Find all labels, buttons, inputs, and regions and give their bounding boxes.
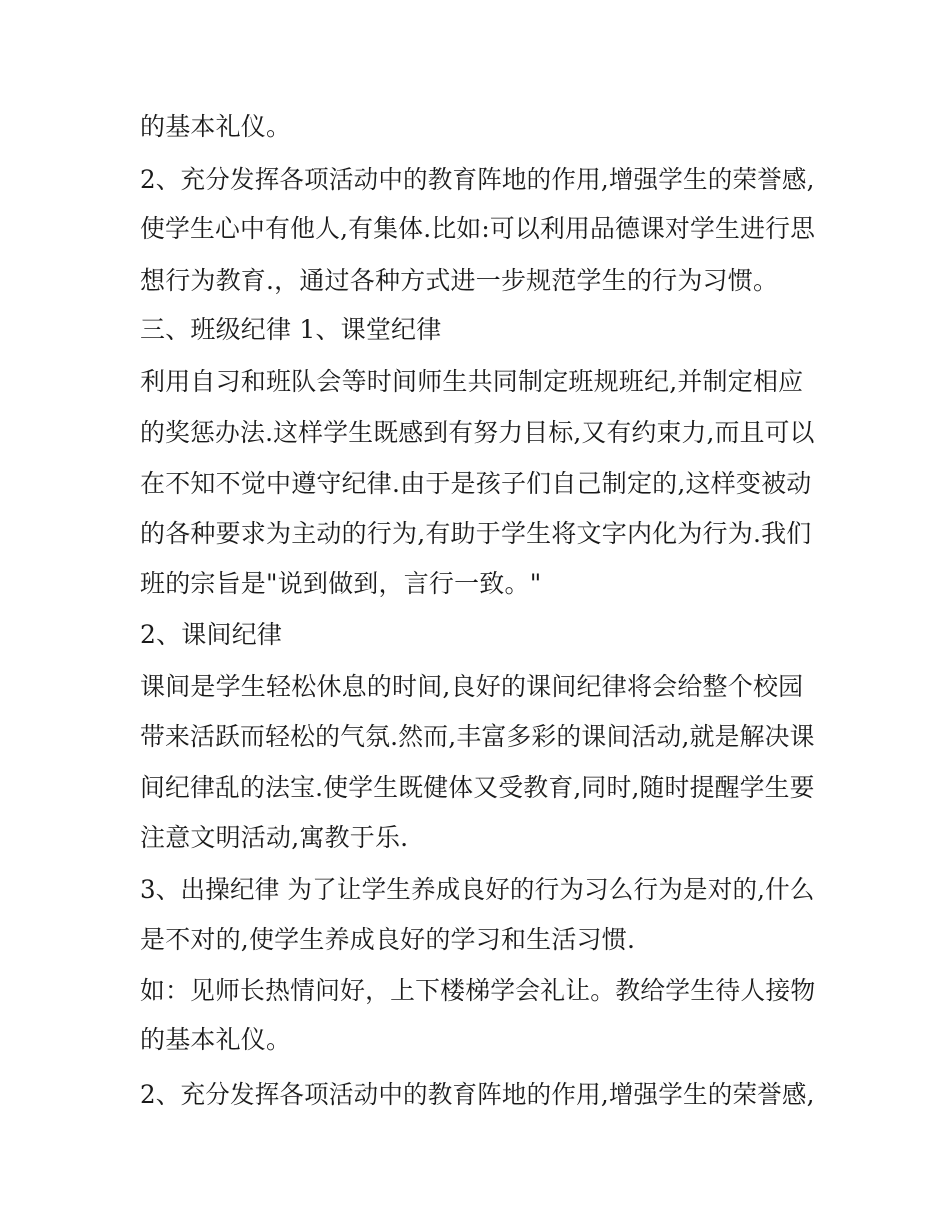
text-line: 注意文明活动,寓教于乐.: [140, 823, 409, 852]
text-line: 的基本礼仪。: [140, 112, 292, 141]
text-line: 带来活跃而轻松的气氛.然而,丰富多彩的课间活动,就是解决课: [140, 722, 815, 751]
text-line: 使学生心中有他人,有集体.比如:可以利用品德课对学生进行思: [140, 214, 816, 243]
section-heading: 三、班级纪律 1、课堂纪律: [140, 315, 442, 344]
text-line: 的奖惩办法.这样学生既感到有努力目标,又有约束力,而且可以: [140, 418, 815, 447]
text-line: 利用自习和班队会等时间师生共同制定班规班纪,并制定相应: [140, 367, 804, 396]
text-line: 的各种要求为主动的行为,有助于学生将文字内化为行为.我们: [140, 519, 812, 548]
text-line: 如：见师长热情问好，上下楼梯学会礼让。教给学生待人接物: [140, 976, 816, 1005]
text-line: 间纪律乱的法宝.使学生既健体又受教育,同时,随时提醒学生要: [140, 773, 815, 802]
text-line: 班的宗旨是"说到做到，言行一致。": [140, 569, 542, 598]
text-line: 是不对的,使学生养成良好的学习和生活习惯.: [140, 925, 636, 954]
text-line: 3、出操纪律 为了让学生养成良好的行为习么行为是对的,什么: [140, 875, 815, 904]
text-line: 课间是学生轻松休息的时间,良好的课间纪律将会给整个校园: [140, 672, 804, 701]
text-line: 的基本礼仪。: [140, 1025, 292, 1054]
text-line: 2、充分发挥各项活动中的教育阵地的作用,增强学生的荣誉感,: [140, 165, 815, 194]
text-line: 2、充分发挥各项活动中的教育阵地的作用,增强学生的荣誉感,: [140, 1080, 815, 1109]
subsection-heading: 2、课间纪律: [140, 620, 283, 649]
text-line: 在不知不觉中遵守纪律.由于是孩子们自己制定的,这样变被动: [140, 469, 812, 498]
text-line: 想行为教育.，通过各种方式进一步规范学生的行为习惯。: [140, 266, 779, 295]
